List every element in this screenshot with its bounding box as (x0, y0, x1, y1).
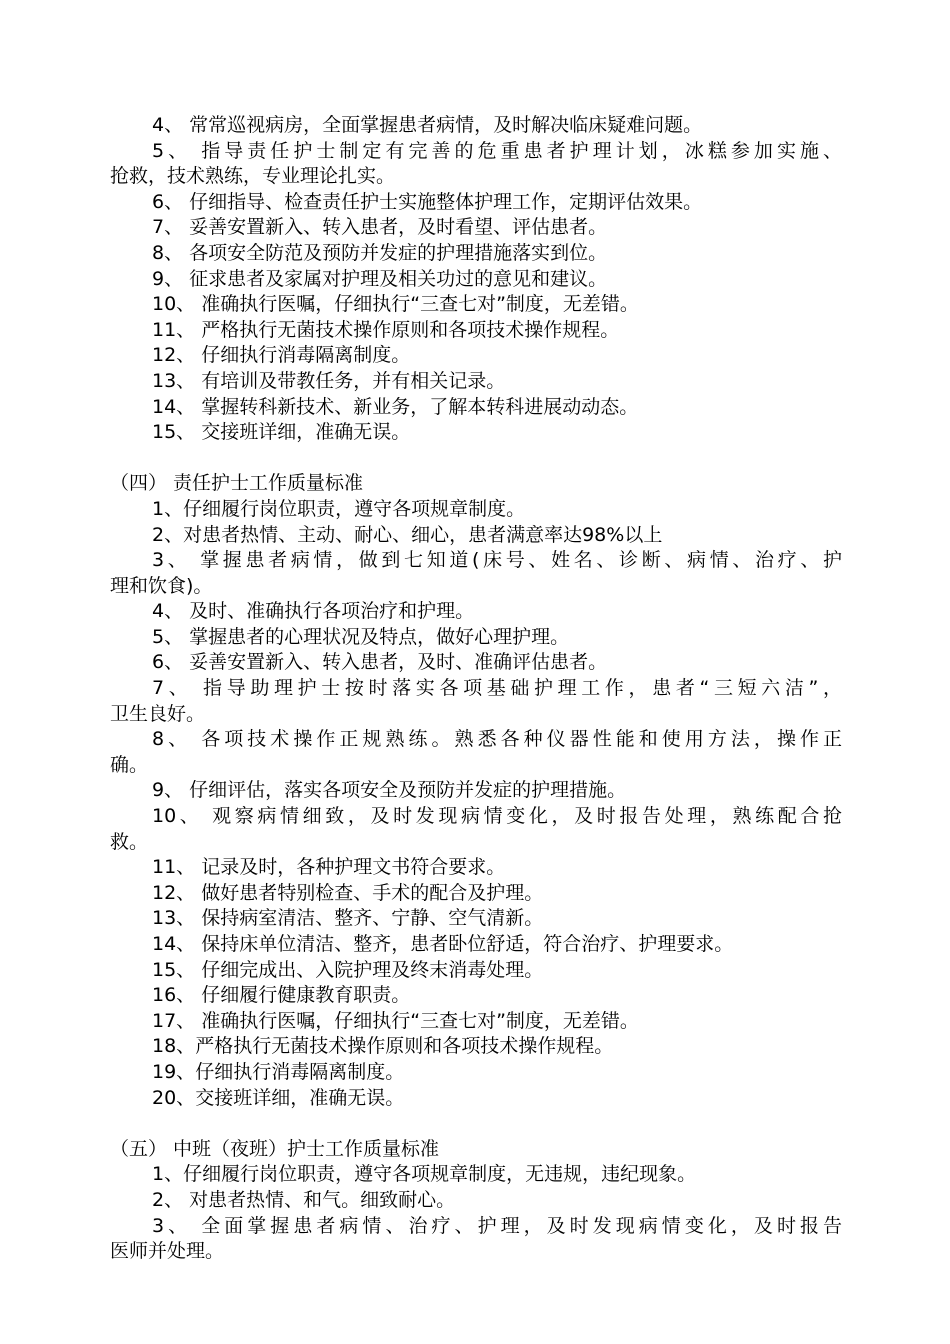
list-item (110, 497, 842, 523)
item-text: 严格执行无菌技术操作原则和各项技术操作规程。 (195, 318, 620, 341)
item-text: 各项技术操作正规熟练。熟悉各种仪器性能和使用方法，操作正 (191, 728, 842, 751)
item-number: 6、 (152, 651, 184, 674)
list-item (110, 804, 842, 830)
item-continuation: 医师并处理。 (110, 1240, 225, 1263)
item-number: 3、 (152, 1214, 192, 1237)
item-text: 交接班详细，准确无误。 (195, 1086, 405, 1109)
item-number: 5、 (152, 139, 192, 162)
list-item (110, 318, 842, 344)
item-number: 14、 (152, 395, 196, 418)
section-5-heading: （五） 中班（夜班）护士工作质量标准 (110, 1137, 440, 1160)
section-3-tail (110, 113, 842, 446)
list-item (110, 676, 842, 702)
item-number: 15、 (152, 421, 196, 444)
item-number: 10、 (152, 293, 196, 316)
list-item (110, 395, 842, 421)
list-item (110, 1009, 842, 1035)
list-item (110, 599, 842, 625)
list-item (110, 241, 842, 267)
item-number: 5、 (152, 625, 184, 648)
item-text: 仔细履行岗位职责，遵守各项规章制度。 (183, 497, 526, 520)
item-number: 3、 (152, 549, 191, 572)
item-text: 仔细完成出、入院护理及终末消毒处理。 (195, 958, 544, 981)
item-number: 19、 (152, 1060, 196, 1083)
section-5-list (110, 1162, 842, 1264)
item-text: 掌握转科新技术、新业务，了解本转科进展动动态。 (195, 395, 639, 418)
list-item (110, 1060, 842, 1086)
item-text: 常常巡视病房，全面掌握患者病情，及时解决临床疑难问题。 (183, 114, 703, 136)
item-text: 保持病室清洁、整齐、宁静、空气清新。 (195, 907, 544, 930)
section-spacer (110, 446, 842, 472)
item-continuation: 确。 (110, 753, 149, 776)
list-item (110, 625, 842, 651)
item-text: 指导助理护士按时落实各项基础护理工作，患者“三短六洁”， (192, 677, 842, 700)
list-item (110, 906, 842, 932)
item-text: 全面掌握患者病情、治疗、护理，及时发现病情变化，及时报告 (191, 1214, 842, 1237)
list-item (110, 420, 842, 446)
list-item (110, 113, 842, 139)
list-item (110, 1214, 842, 1240)
item-text: 仔细指导、检查责任护士实施整体护理工作，定期评估效果。 (183, 190, 703, 213)
item-number: 7、 (152, 216, 184, 239)
item-number: 10、 (152, 805, 203, 828)
list-item (110, 855, 842, 881)
item-number: 14、 (152, 933, 196, 955)
item-text: 观察病情细致，及时发现病情变化，及时报告处理，熟练配合抢 (202, 805, 842, 828)
item-text: 保持床单位清洁、整齐，患者卧位舒适，符合治疗、护理要求。 (195, 933, 734, 955)
item-number: 8、 (152, 241, 184, 264)
list-item (110, 523, 842, 549)
item-number: 9、 (152, 779, 184, 802)
section-4-list (110, 497, 842, 1111)
item-text: 征求患者及家属对护理及相关功过的意见和建议。 (183, 267, 608, 290)
item-number: 13、 (152, 907, 196, 930)
item-number: 11、 (152, 318, 196, 341)
item-text: 仔细履行健康教育职责。 (195, 984, 411, 1007)
item-number: 4、 (152, 114, 184, 136)
item-number: 2、 (152, 1188, 184, 1211)
section-4-heading: （四） 责任护士工作质量标准 (110, 472, 364, 495)
list-item (110, 1086, 842, 1112)
item-text: 准确执行医嘱，仔细执行“三查七对”制度，无差错。 (195, 293, 639, 316)
item-text: 掌握患者的心理状况及特点，做好心理护理。 (183, 625, 570, 648)
item-text: 妥善安置新入、转入患者，及时、准确评估患者。 (183, 651, 608, 674)
item-text: 指导责任护士制定有完善的危重患者护理计划，冰糕参加实施、 (191, 139, 842, 162)
item-text: 有培训及带教任务，并有相关记录。 (195, 369, 506, 392)
list-item (110, 778, 842, 804)
item-text: 仔细执行消毒隔离制度。 (195, 344, 411, 367)
list-item (110, 727, 842, 753)
item-text: 仔细评估，落实各项安全及预防并发症的护理措施。 (183, 779, 627, 802)
item-number: 15、 (152, 958, 196, 981)
item-continuation: 卫生良好。 (110, 702, 206, 725)
item-number: 16、 (152, 984, 196, 1007)
list-item (110, 292, 842, 318)
item-text: 交接班详细，准确无误。 (195, 421, 411, 444)
list-item (110, 548, 842, 574)
item-continuation: 抢救，技术熟练，专业理论扎实。 (110, 165, 396, 188)
item-number: 9、 (152, 267, 184, 290)
item-number: 4、 (152, 600, 184, 623)
list-item (110, 932, 842, 958)
item-continuation: 救。 (110, 830, 149, 853)
item-text: 严格执行无菌技术操作原则和各项技术操作规程。 (195, 1035, 614, 1058)
item-text: 仔细执行消毒隔离制度。 (195, 1060, 405, 1083)
item-text: 准确执行医嘱，仔细执行“三查七对”制度，无差错。 (195, 1009, 639, 1032)
list-item (110, 958, 842, 984)
item-number: 12、 (152, 881, 196, 904)
item-text: 各项安全防范及预防并发症的护理措施落实到位。 (183, 241, 608, 264)
item-number: 1、 (152, 1163, 184, 1186)
item-continuation: 理和饮食)。 (110, 574, 213, 597)
item-number: 11、 (152, 856, 196, 879)
list-item (110, 983, 842, 1009)
item-text: 掌握患者病情，做到七知道(床号、姓名、诊断、病情、治疗、护 (190, 549, 842, 572)
item-number: 7、 (152, 677, 193, 700)
item-text: 做好患者特别检查、手术的配合及护理。 (195, 881, 544, 904)
list-item (110, 139, 842, 165)
item-number: 13、 (152, 369, 196, 392)
item-text: 记录及时，各种护理文书符合要求。 (195, 856, 506, 879)
section-spacer (110, 1111, 842, 1137)
list-item (110, 650, 842, 676)
item-number: 8、 (152, 728, 192, 751)
list-item (110, 267, 842, 293)
list-item (110, 881, 842, 907)
item-text: 仔细履行岗位职责，遵守各项规章制度，无违规，违纪现象。 (183, 1163, 697, 1186)
list-item (110, 369, 842, 395)
item-number: 20、 (152, 1086, 196, 1109)
item-number: 12、 (152, 344, 196, 367)
item-text: 妥善安置新入、转入患者，及时看望、评估患者。 (183, 216, 608, 239)
item-number: 6、 (152, 190, 184, 213)
item-number: 2、 (152, 523, 184, 546)
item-number: 18、 (152, 1035, 196, 1058)
list-item (110, 1162, 842, 1188)
list-item (110, 190, 842, 216)
item-text: 对患者热情、和气。细致耐心。 (183, 1188, 456, 1211)
list-item (110, 215, 842, 241)
list-item (110, 1034, 842, 1060)
list-item (110, 1188, 842, 1214)
item-number: 17、 (152, 1009, 196, 1032)
item-text: 对患者热情、主动、耐心、细心，患者满意率达98%以上 (183, 523, 663, 546)
list-item (110, 343, 842, 369)
item-text: 及时、准确执行各项治疗和护理。 (183, 600, 475, 623)
document-page (110, 113, 842, 1265)
item-number: 1、 (152, 497, 184, 520)
